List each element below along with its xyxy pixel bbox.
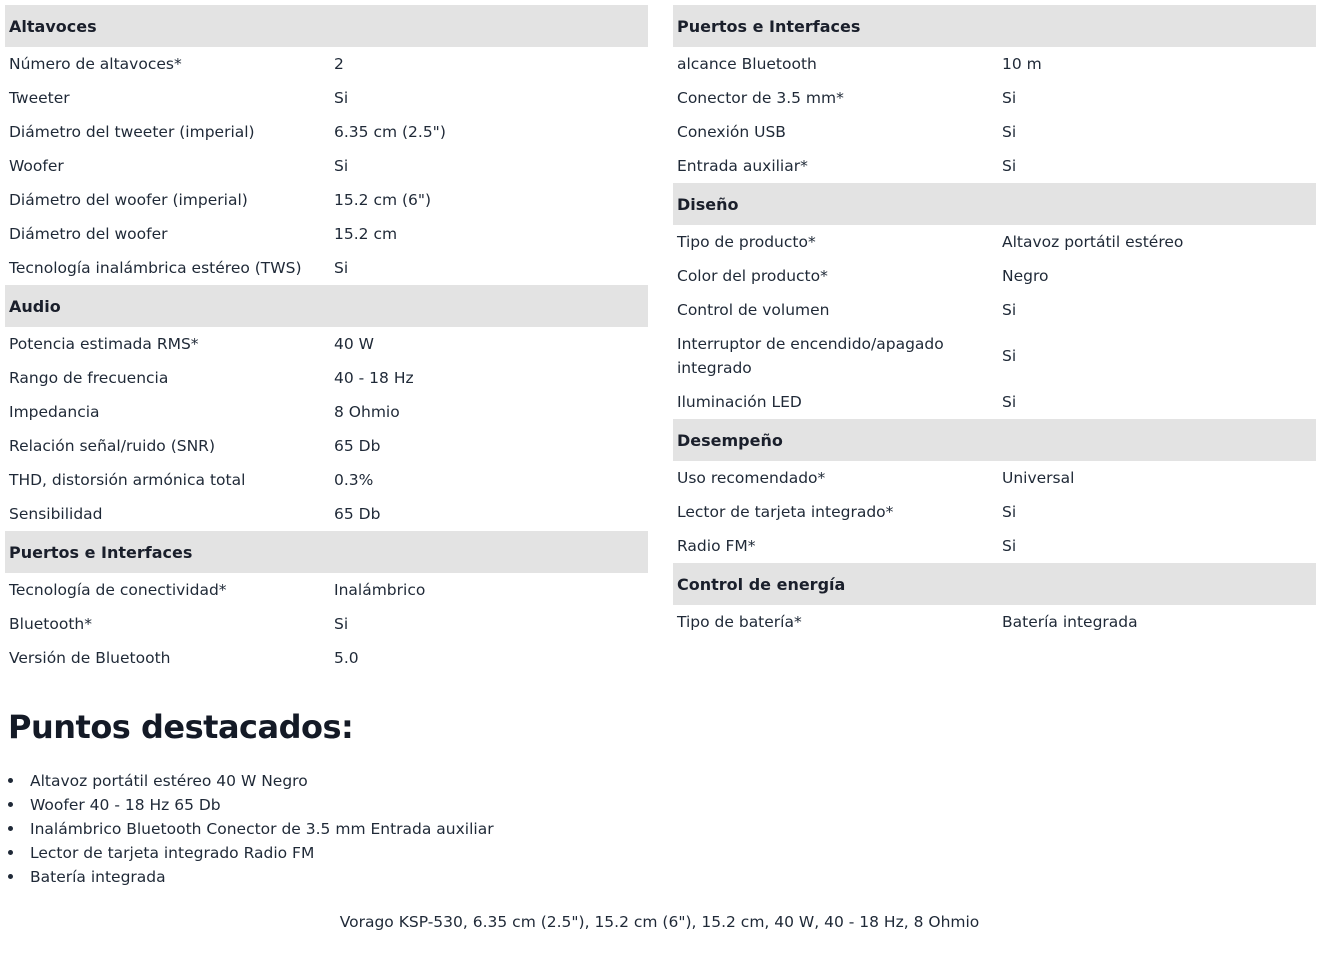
spec-label: Potencia estimada RMS*	[9, 335, 199, 353]
spec-label: Rango de frecuencia	[9, 369, 169, 387]
spec-row	[5, 217, 648, 251]
spec-row	[673, 81, 1316, 115]
list-item	[8, 793, 494, 817]
spec-row	[673, 385, 1316, 419]
spec-row	[5, 607, 648, 641]
spec-value: 15.2 cm	[334, 225, 398, 243]
spec-row	[673, 293, 1316, 327]
spec-row	[5, 149, 648, 183]
spec-row	[5, 463, 648, 497]
spec-row	[5, 47, 648, 81]
spec-value: 15.2 cm (6")	[334, 191, 432, 209]
spec-value: 2	[334, 55, 344, 73]
spec-row	[673, 47, 1316, 81]
spec-row	[673, 115, 1316, 149]
spec-label: Control de volumen	[677, 301, 830, 319]
spec-value: 65 Db	[334, 505, 381, 523]
spec-row	[5, 327, 648, 361]
spec-row	[5, 395, 648, 429]
spec-value: 0.3%	[334, 471, 374, 489]
spec-label: Uso recomendado*	[677, 469, 826, 487]
spec-value: 40 - 18 Hz	[334, 369, 414, 387]
spec-label: Sensibilidad	[9, 505, 103, 523]
spec-row	[673, 529, 1316, 563]
spec-value: 5.0	[334, 649, 359, 667]
spec-value: 6.35 cm (2.5")	[334, 123, 446, 141]
spec-row	[5, 251, 648, 285]
spec-value: Si	[1002, 537, 1017, 555]
spec-value: Si	[334, 89, 349, 107]
spec-row	[673, 259, 1316, 293]
spec-value: Si	[1002, 89, 1017, 107]
highlight-text: Batería integrada	[30, 868, 166, 886]
bullet-icon	[8, 826, 13, 831]
spec-value: Si	[1002, 157, 1017, 175]
highlights-title: Puntos destacados:	[8, 708, 354, 746]
highlight-text: Lector de tarjeta integrado Radio FM	[30, 844, 315, 862]
spec-label: THD, distorsión armónica total	[9, 471, 246, 489]
section-header-puertos: Puertos e Interfaces	[5, 531, 648, 573]
spec-row	[5, 641, 648, 675]
spec-value: Si	[1002, 393, 1017, 411]
spec-row	[673, 461, 1316, 495]
spec-row	[5, 81, 648, 115]
spec-value: Si	[334, 259, 349, 277]
spec-row	[673, 605, 1316, 639]
highlight-text: Inalámbrico Bluetooth Conector de 3.5 mm Entrada auxiliar	[30, 820, 494, 838]
spec-row	[5, 183, 648, 217]
section-header-puertos-interfaces: Puertos e Interfaces	[673, 5, 1316, 47]
spec-label: Versión de Bluetooth	[9, 649, 171, 667]
bullet-icon	[8, 802, 13, 807]
list-item	[8, 865, 494, 889]
list-item	[8, 817, 494, 841]
spec-label: Diámetro del tweeter (imperial)	[9, 123, 255, 141]
spec-value: Negro	[1002, 267, 1049, 285]
spec-value: Si	[1002, 301, 1017, 319]
spec-value: 40 W	[334, 335, 374, 353]
spec-value: Universal	[1002, 469, 1075, 487]
spec-label: Iluminación LED	[677, 393, 802, 411]
spec-label: Woofer	[9, 157, 64, 175]
spec-label: Tecnología de conectividad*	[9, 581, 227, 599]
spec-label: Diámetro del woofer	[9, 225, 168, 243]
spec-value: Inalámbrico	[334, 581, 426, 599]
section-header-audio: Audio	[5, 285, 648, 327]
list-item	[8, 769, 494, 793]
bullet-icon	[8, 850, 13, 855]
spec-value: Si	[1002, 503, 1017, 521]
spec-column-right	[673, 5, 1316, 639]
spec-label: Interruptor de encendido/apagado integrado	[677, 335, 944, 377]
spec-label: Relación señal/ruido (SNR)	[9, 437, 215, 455]
spec-value: 10 m	[1002, 55, 1042, 73]
spec-label: Entrada auxiliar*	[677, 157, 808, 175]
spec-row	[5, 115, 648, 149]
spec-label: Tipo de batería*	[677, 613, 802, 631]
spec-value: Si	[1002, 123, 1017, 141]
spec-row	[5, 497, 648, 531]
section-header-altavoces: Altavoces	[5, 5, 648, 47]
spec-label: Lector de tarjeta integrado*	[677, 503, 894, 521]
spec-label: Tecnología inalámbrica estéreo (TWS)	[9, 259, 302, 277]
spec-row	[5, 573, 648, 607]
section-header-diseno: Diseño	[673, 183, 1316, 225]
spec-label: Color del producto*	[677, 267, 828, 285]
spec-label: Tipo de producto*	[677, 233, 816, 251]
highlight-text: Woofer 40 - 18 Hz 65 Db	[30, 796, 221, 814]
section-header-desempeno: Desempeño	[673, 419, 1316, 461]
spec-label: Impedancia	[9, 403, 100, 421]
spec-value: 8 Ohmio	[334, 403, 400, 421]
spec-value: Si	[334, 157, 349, 175]
spec-label: Número de altavoces*	[9, 55, 182, 73]
spec-row	[673, 149, 1316, 183]
spec-row	[5, 361, 648, 395]
spec-value: Batería integrada	[1002, 613, 1138, 631]
spec-value: Si	[334, 615, 349, 633]
bullet-icon	[8, 778, 13, 783]
spec-label: Bluetooth*	[9, 615, 92, 633]
highlights-list	[8, 769, 494, 889]
spec-value: Altavoz portátil estéreo	[1002, 233, 1184, 251]
bullet-icon	[8, 874, 13, 879]
section-header-energia: Control de energía	[673, 563, 1316, 605]
spec-row	[673, 495, 1316, 529]
spec-row	[673, 225, 1316, 259]
spec-label: Radio FM*	[677, 537, 756, 555]
spec-value: Si	[1002, 347, 1017, 365]
spec-label: Tweeter	[9, 89, 70, 107]
product-summary: Vorago KSP-530, 6.35 cm (2.5"), 15.2 cm (6"), 15.2 cm, 40 W, 40 - 18 Hz, 8 Ohmio	[339, 913, 980, 931]
spec-column-left	[5, 5, 648, 675]
spec-label: alcance Bluetooth	[677, 55, 817, 73]
spec-label: Diámetro del woofer (imperial)	[9, 191, 248, 209]
spec-value: 65 Db	[334, 437, 381, 455]
highlight-text: Altavoz portátil estéreo 40 W Negro	[30, 772, 308, 790]
spec-label: Conector de 3.5 mm*	[677, 89, 844, 107]
list-item	[8, 841, 494, 865]
spec-label: Conexión USB	[677, 123, 786, 141]
spec-row	[5, 429, 648, 463]
spec-row	[673, 327, 1316, 385]
